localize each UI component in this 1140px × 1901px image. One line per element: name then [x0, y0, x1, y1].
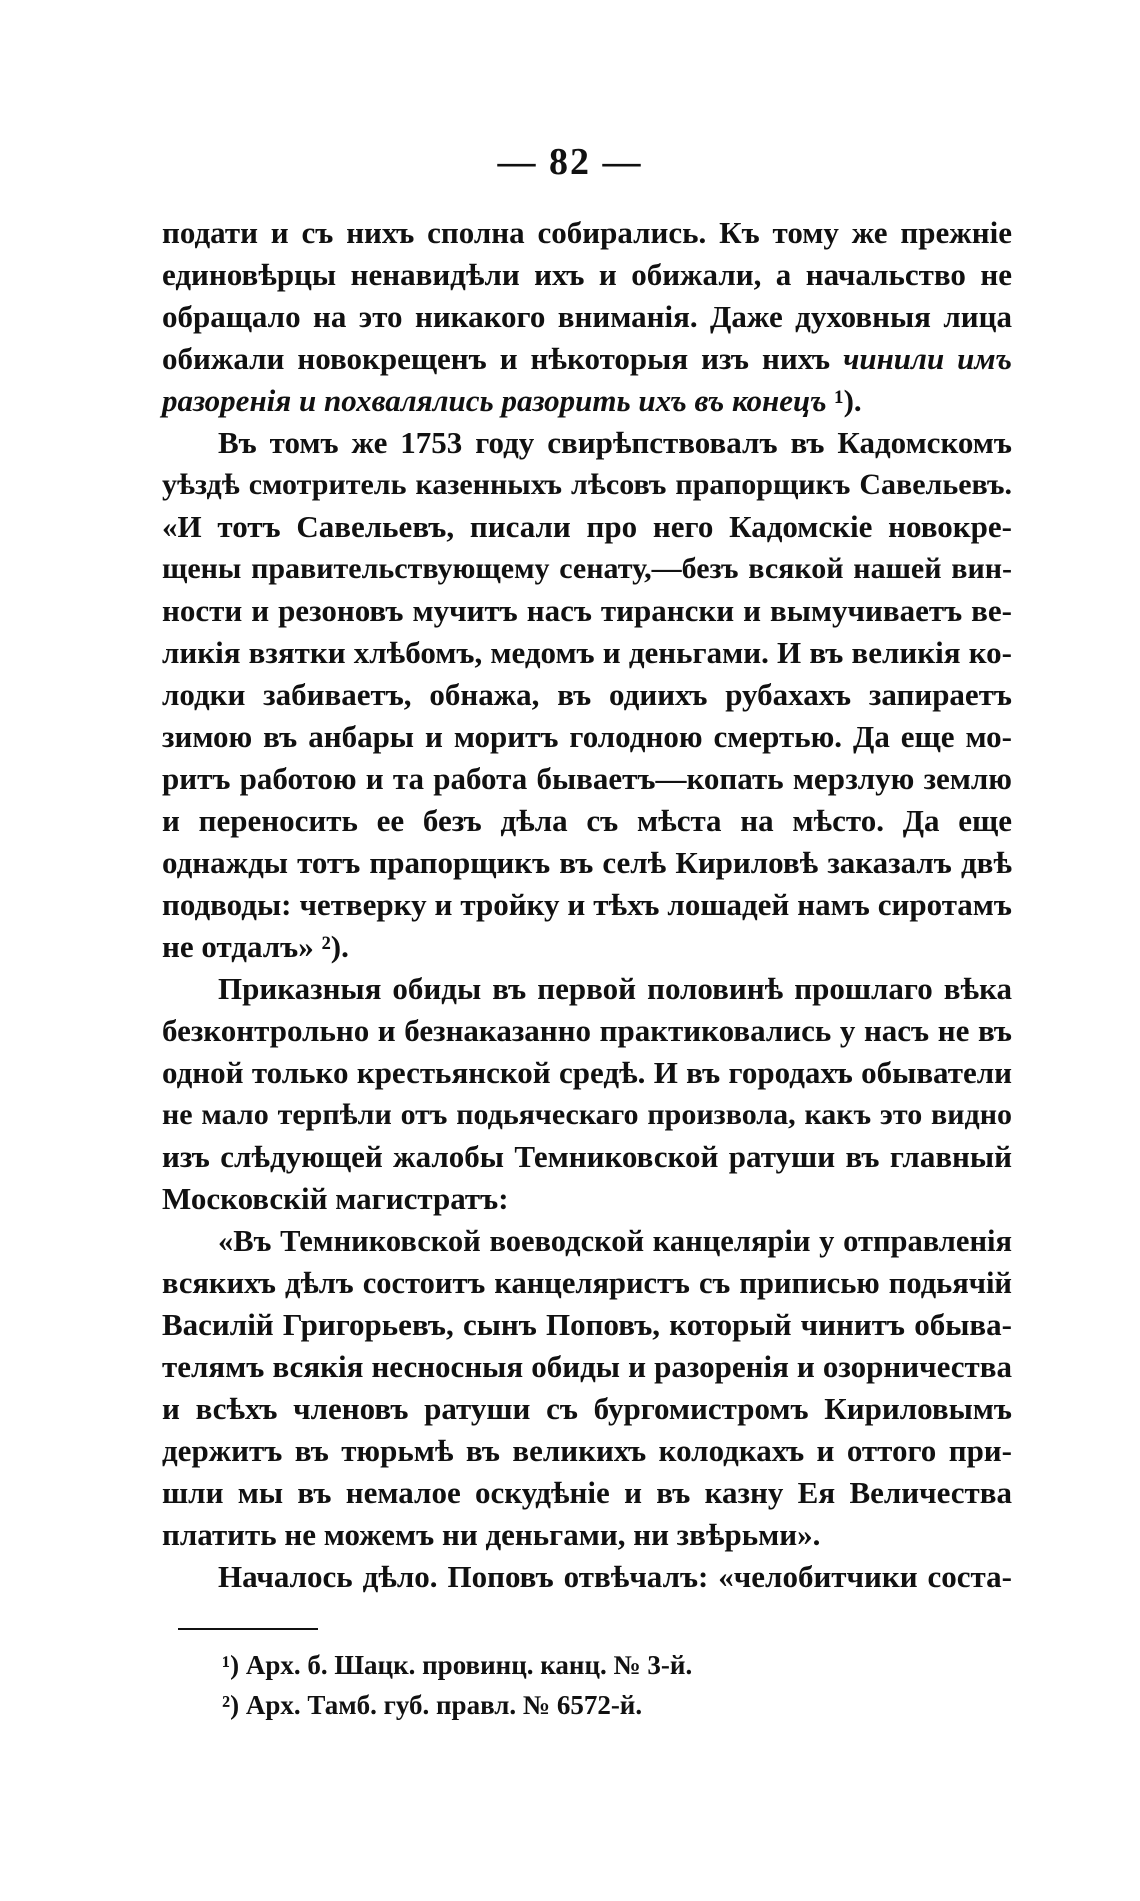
text-line: подводы: четверку и тройку и тѣхъ лошадей намъ сиротамъ — [162, 887, 1012, 922]
footnote-ref: ¹). — [834, 383, 862, 418]
footnotes — [222, 1645, 922, 1725]
page-number: — 82 — — [497, 141, 643, 183]
footnote-mark: ¹) — [222, 1650, 240, 1680]
text-line: Началось дѣло. Поповъ отвѣчалъ: «челобитчики соста- — [218, 1559, 1012, 1594]
text-line: шли мы въ немалое оскудѣніе и въ казну Ея Величества — [162, 1475, 1012, 1510]
text-line: не мало терпѣли отъ подьяческаго произвола, какъ это видно — [162, 1098, 1012, 1131]
text-line: изъ слѣдующей жалобы Темниковской ратуши въ главный — [162, 1139, 1012, 1174]
italic-fragment: разоренія и похвалялись разорить ихъ въ конецъ — [162, 383, 827, 418]
text-line: «И тотъ Савельевъ, писали про него Кадомскіе новокре- — [162, 509, 1012, 544]
text-line: Приказныя обиды въ первой половинѣ прошлаго вѣка — [218, 971, 1012, 1006]
text-line: обращало на это никакого вниманія. Даже духовныя лица — [162, 299, 1012, 334]
footnote-2 — [222, 1685, 922, 1725]
text-line: ности и резоновъ мучитъ насъ тирански и вымучиваетъ ве- — [162, 593, 1012, 628]
text-line: однажды тотъ прапорщикъ въ селѣ Кириловѣ заказалъ двѣ — [162, 845, 1012, 880]
text-line: Василій Григорьевъ, сынъ Поповъ, который чинитъ обыва- — [162, 1307, 1012, 1342]
text-line: держитъ въ тюрьмѣ въ великихъ колодкахъ и оттого при- — [162, 1433, 1012, 1468]
body-text — [162, 212, 1012, 1598]
text-line: ликія взятки хлѣбомъ, медомъ и деньгами. И въ великія ко- — [162, 635, 1012, 670]
footnote-text: Арх. б. Шацк. провинц. канц. № 3-й. — [245, 1650, 693, 1680]
footnote-1 — [222, 1645, 922, 1685]
italic-fragment: чинили имъ — [843, 341, 1012, 376]
footnote-divider — [178, 1628, 318, 1630]
footnote-mark: ²) — [222, 1690, 240, 1720]
text-fragment: обижали новокрещенъ и нѣкоторыя изъ нихъ — [162, 341, 831, 376]
text-line: Въ томъ же 1753 году свирѣпствовалъ въ Кадомскомъ — [218, 425, 1012, 460]
text-line: телямъ всякія несносныя обиды и разоренія и озорничества — [162, 1349, 1012, 1384]
text-line: и переносить ее безъ дѣла съ мѣста на мѣсто. Да еще — [162, 803, 1012, 838]
text-line: лодки забиваетъ, обнажа, въ одиихъ рубахахъ запираетъ — [162, 677, 1012, 712]
text-line: Московскій магистратъ: — [162, 1181, 509, 1216]
text-line: платить не можемъ ни деньгами, ни звѣрьми». — [162, 1517, 821, 1552]
text-line: не отдалъ» ²). — [162, 929, 349, 964]
text-line: щены правительствующему сенату,—безъ всякой нашей вин- — [162, 552, 1012, 585]
text-line — [162, 338, 1012, 380]
text-line: безконтрольно и безнаказанно практиковались у насъ не въ — [162, 1013, 1012, 1048]
text-line: «Въ Темниковской воеводской канцеляріи у отправленія — [218, 1224, 1012, 1258]
text-line — [162, 380, 1012, 422]
text-line: подати и съ нихъ сполна собирались. Къ тому же прежніе — [162, 215, 1012, 250]
text-line: зимою въ анбары и моритъ голодною смертью. Да еще мо- — [162, 719, 1012, 754]
text-line: всякихъ дѣлъ состоитъ канцеляристъ съ приписью подьячій — [162, 1266, 1012, 1300]
text-line: ритъ работою и та работа бываетъ—копать мерзлую землю — [162, 761, 1012, 796]
text-line: одной только крестьянской средѣ. И въ городахъ обыватели — [162, 1055, 1012, 1090]
text-line: и всѣхъ членовъ ратуши съ бургомистромъ Кириловымъ — [162, 1391, 1012, 1426]
text-line: единовѣрцы ненавидѣли ихъ и обижали, а начальство не — [162, 257, 1012, 292]
text-line: уѣздѣ смотритель казенныхъ лѣсовъ прапорщикъ Савельевъ. — [162, 468, 1012, 501]
footnote-text: Арх. Тамб. губ. правл. № 6572-й. — [245, 1690, 643, 1720]
